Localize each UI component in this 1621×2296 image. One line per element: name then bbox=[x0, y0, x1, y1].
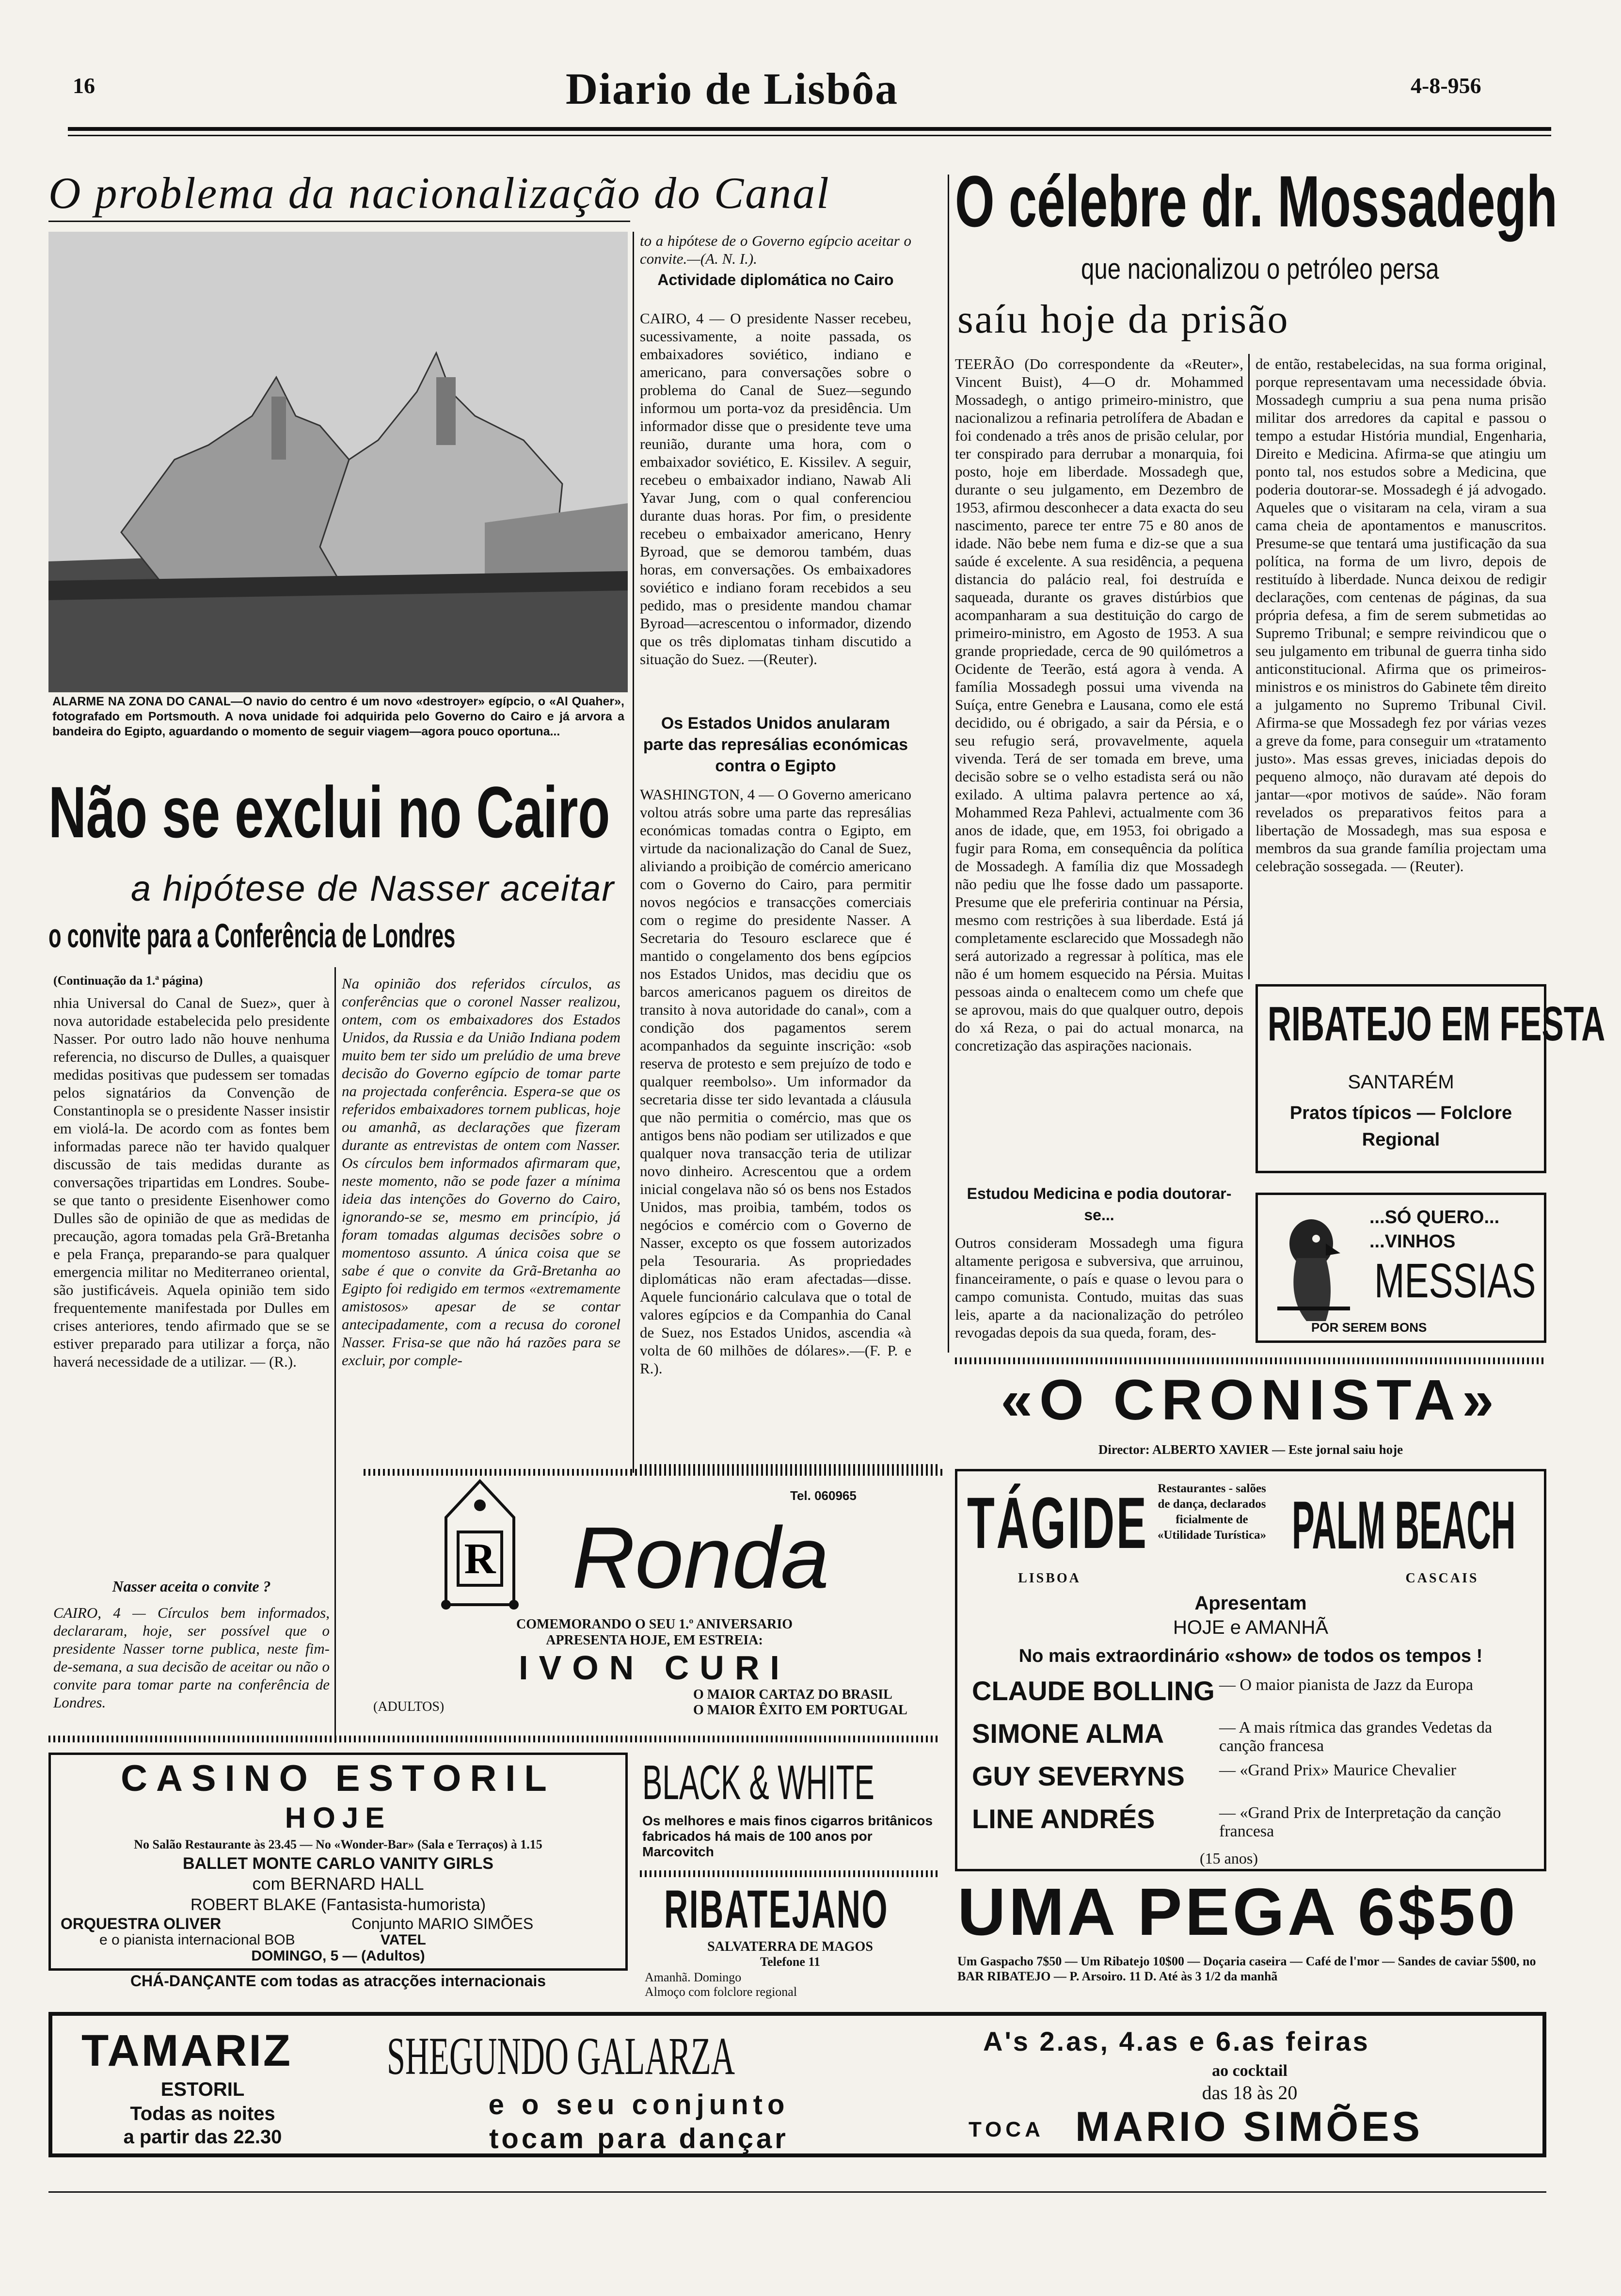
right-column-1b: Outros consideram Mossadegh uma figura altamente perigosa e subversiva, que arruinou, financeiramente, o país e quase o levou para o campo comunista. Contudo, muitas das suas leis, aparte a da nacionalização do petróleo revogadas depois da sua queda, foram, des- bbox=[955, 1234, 1243, 1341]
ad-cronista-sub: Director: ALBERTO XAVIER — Este jornal saiu hoje bbox=[1098, 1442, 1403, 1457]
ad-messias-tag: POR SEREM BONS bbox=[1311, 1320, 1427, 1335]
right-column-1: TEERÃO (Do correspondente da «Reuter», Vincent Buist), 4—O dr. Mohammed Mossadegh, o antigo primeiro-ministro, que nacionalizou a refinaria petrolífera de Abadan e foi condenado a três anos de prisão celular, por ter conspirado para derrubar a monarquia, foi posto, hoje em liberdade. Mossadegh que, durante o seu julgamento, em Dezembro de 1953, afirmou desconhecer a data exacta do seu nascimento, parece ter entre 75 e 80 anos de idade. Não bebe nem fuma e diz-se que a sua saúde é excelente. A sua residência, a pequena distancia do palácio real, foi destruída e saqueada, durante os graves distúrbios que acompanharam a sua destituição do cargo de primeiro-ministro, em Agosto de 1953. A sua grande propriedade, cerca de 90 quilómetros a Ocidente de Teerão, está agora à venda. A família Mossadegh possui uma vivenda na Suíça, entre Genebra e Lausana, como ele está decidido, ou é obrigado, a sair da Pérsia, e o seu refugio será, provavelmente, aquela vivenda. Terá de ser tomada em breve, uma decisão sobre se o velho estadista será ou não exilado. A ultima palavra pertence ao xá, Mohammed Reza Pahlevi, actualmente com 36 anos de idade, que, em 1953, foi obrigado a fugir para Roma, em consequência da política de Mossadegh. A família diz que Mossadegh não pediu que lhe fosse dado um passaporte. Presume que ele preferiria continuar na Pérsia, mesmo com restrições à sua liberdade. Está já completamente esclarecido que Mossadegh não será autorizado a regressar à política, mas ele não é um homem esquecido na Pérsia. Muitas pessoas ainda o enaltecem como um chefe que se aprovou, mais do que qualquer outro, depois do xá Reza, o pai do actual monarca, na concretização das aspirações nacionais. bbox=[955, 355, 1243, 1054]
ad-ronda-brand: Ronda bbox=[572, 1509, 829, 1607]
artist-name: SIMONE ALMA bbox=[972, 1718, 1164, 1749]
artist-row bbox=[967, 1803, 1539, 1846]
headline-underline bbox=[48, 221, 630, 222]
ad-casino-l5b: Conjunto MARIO SIMÕES bbox=[351, 1915, 534, 1932]
subheadline-nasser: a hipótese de Nasser aceitar bbox=[131, 868, 615, 909]
ad-singer-name: SHEGUNDO GALARZA bbox=[387, 2026, 735, 2086]
ad-tagide-name: TÁGIDE bbox=[967, 1482, 1148, 1563]
ad-tamariz-t1: Todas as noites bbox=[130, 2103, 275, 2124]
ad-ribatejo-festa bbox=[1255, 984, 1605, 1173]
right-divider bbox=[1248, 354, 1250, 979]
ad-palmbeach-place: CASCAIS bbox=[1405, 1571, 1479, 1586]
ad-ribatejo-line2: Regional bbox=[1362, 1130, 1440, 1150]
ad-ribatejano-l1: SALVATERRA DE MAGOS bbox=[707, 1939, 873, 1954]
ad-bottom-r2: ao cocktail bbox=[1212, 2062, 1287, 2080]
ad-casino-l6a: e o pianista internacional BOB bbox=[99, 1932, 295, 1948]
ad-messias bbox=[1255, 1193, 1546, 1343]
ad-tagide-show: No mais extraordinário «show» de todos os tempos ! bbox=[1018, 1646, 1483, 1666]
headline-cairo: Não se exclui no Cairo bbox=[48, 771, 610, 853]
separator-dots-5 bbox=[640, 1870, 940, 1877]
ad-tagide-place: LISBOA bbox=[1018, 1571, 1081, 1586]
artist-desc: — O maior pianista de Jazz da Europa bbox=[1219, 1676, 1473, 1694]
separator-dots-4 bbox=[48, 1736, 940, 1742]
ad-tamariz-t2: a partir das 22.30 bbox=[123, 2126, 282, 2148]
ad-casino-title: CASINO ESTORIL bbox=[121, 1758, 556, 1799]
middle-text-1: CAIRO, 4 — O presidente Nasser recebeu, sucessivamente, a noite passada, os embaixadores soviético, indiano e americano, para conversações sobre o problema do Canal de Suez—segundo informou um porta-voz da presidência. Um informador disse que o presidente teve uma reunião, durante uma hora, com o embaixador soviético, E. Kissilev. A seguir, recebeu o embaixador indiano, Nawab Ali Yavar Jung, com o qual conferenciou durante duas horas. Por fim, o presidente recebeu o embaixador americano, Henry Byroad, que se demorou também, duas horas, em conversações. Os embaixadores soviético e indiano foram recebidos a seu pedido, mas o presidente mandou chamar Byroad—acrescentou o informador, dizendo que os três diplomatas tinham discutido a situação do Suez. —(Reuter). bbox=[640, 310, 911, 668]
ad-tamariz-band bbox=[48, 2012, 1546, 2157]
ad-pega-text: Um Gaspacho 7$50 — Um Ribatejo 10$00 — Doçaria caseira — Café de l'mor — Sandes de caviar 5$00, no BAR RIBATEJO — P. Arsoiro. 11 D. Até às 3 1/2 da manhã bbox=[957, 1954, 1536, 1983]
continuation-note: (Continuação da 1.ª página) bbox=[53, 973, 203, 988]
ad-ribatejano-l2: Telefone 11 bbox=[760, 1955, 820, 1969]
column-divider-2 bbox=[633, 232, 634, 1473]
artist-desc: — A mais rítmica das grandes Vedetas da canção francesa bbox=[1219, 1719, 1493, 1755]
artist-name: CLAUDE BOLLING bbox=[972, 1675, 1215, 1706]
ad-ronda bbox=[364, 1479, 945, 1721]
ad-singer-c1: e o seu conjunto bbox=[488, 2089, 790, 2121]
ad-casino-l2: BALLET MONTE CARLO VANITY GIRLS bbox=[183, 1854, 493, 1873]
ad-ronda-line1: COMEMORANDO O SEU 1.º ANIVERSARIO bbox=[516, 1617, 793, 1632]
issue-date: 4-8-956 bbox=[1411, 73, 1481, 98]
ad-casino-l7: DOMINGO, 5 — (Adultos) bbox=[251, 1948, 425, 1964]
column-divider bbox=[334, 967, 336, 1743]
ad-ribatejo-line1: Pratos típicos — Folclore bbox=[1289, 1103, 1512, 1123]
artist-name: LINE ANDRÉS bbox=[972, 1803, 1155, 1834]
ad-tagide-age: (15 anos) bbox=[1200, 1850, 1258, 1867]
ad-blackwhite-text: Os melhores e mais finos cigarros britânicos fabricados há mais de 100 anos por Marcovitch bbox=[642, 1813, 933, 1859]
photo-caption: ALARME NA ZONA DO CANAL—O navio do centro é um novo «destroyer» egípcio, o «Al Quaher», fotografado em Portsmouth. A nova unidade foi adquirida pelo Governo do Cairo e já arvora a bandeira do Egipto, aguardando o momento de seguir viagem—agora pouco oportuna... bbox=[52, 695, 624, 738]
artist-desc: — «Grand Prix de Interpretação da canção francesa bbox=[1219, 1804, 1501, 1840]
ad-ronda-star-desc2: O MAIOR ÊXITO EM PORTUGAL bbox=[693, 1703, 907, 1718]
ad-cronista-title: «O CRONISTA» bbox=[1001, 1368, 1501, 1432]
ad-ribatejo-place: SANTARÉM bbox=[1348, 1071, 1454, 1093]
headline-mossadegh: O célebre dr. Mossadegh bbox=[955, 160, 1557, 242]
ad-ronda-adults: (ADULTOS) bbox=[373, 1699, 445, 1714]
right-column-2: de então, restabelecidas, na sua forma original, porque representavam uma necessidade óbvia. Mossadegh cumpriu a sua pena numa prisão militar dos arredores da capital e passou o tempo a estudar História mundial, Engenharia, Direito e Medicina. Afirma-se que atingiu um ponto tal, nos estudos sobre a Medicina, que poderia doutorar-se. Mossadegh é já advogado. Aqueles que o visitaram na cela, viram a sua cama cheia de apontamentos e manuscritos. Presume-se que tentará uma justificação da sua política, na forma de um livro, depois de restituído à liberdade. Nunca deixou de redigir declarações, com centenas de páginas, da sua própria defesa, a fim de serem submetidas ao Supremo Tribunal; e sempre reivindicou que o seu julgamento em tribunal de guerra tinha sido anticonstitucional. Afirma que os primeiros-ministros e os ministros do Gabinete têm direito a julgamento no Supremo Tribunal Civil. Afirma-se que Mossadegh fez por várias vezes a greve da fome, para conseguir um «tratamento justo». Mas essas greves, iniciadas depois do pequeno almoço, não duravam até depois do jantar—«por motivos de saúde». Não foram revelados os preparativos feitos para a libertação de Mossadegh, mas sua esposa e membros da sua grande família projectam uma celebração sossegada. — (Reuter). bbox=[1255, 355, 1546, 875]
svg-text:R: R bbox=[464, 1535, 496, 1583]
ad-ribatejano-l4: Almoço com folclore regional bbox=[645, 1985, 797, 1999]
subhead-usa: Os Estados Unidos anularam parte das represálias económicas contra o Egipto bbox=[643, 714, 908, 775]
parrot-icon bbox=[1268, 1205, 1355, 1331]
subhead-diplomacy: Actividade diplomática no Cairo bbox=[657, 271, 894, 288]
ad-casino-l3: com BERNARD HALL bbox=[252, 1874, 424, 1894]
ad-bottom-r3: das 18 às 20 bbox=[1202, 2082, 1298, 2104]
subheadline-oil: que nacionalizou o petróleo persa bbox=[1081, 253, 1439, 285]
ad-ronda-tel: Tel. 060965 bbox=[790, 1488, 857, 1503]
ad-messias-brand: MESSIAS bbox=[1374, 1254, 1536, 1308]
ad-singer-c2: tocam para dançar bbox=[489, 2123, 789, 2154]
ad-bottom-r4a: TOCA bbox=[969, 2118, 1044, 2141]
headline-canal: O problema da nacionalização do Canal bbox=[48, 168, 830, 218]
ad-casino-hoje: HOJE bbox=[285, 1802, 392, 1834]
artist-list bbox=[967, 1675, 1539, 1846]
masthead-rule-thin bbox=[68, 135, 1551, 136]
ad-casino-estoril bbox=[48, 1753, 628, 1971]
ad-ribatejano-l3: Amanhã. Domingo bbox=[645, 1970, 742, 1984]
subhead-nasser-accepts: Nasser aceita o convite ? bbox=[112, 1578, 271, 1595]
ad-casino-l6b: VATEL bbox=[381, 1932, 426, 1948]
ad-bottom-r1: A's 2.as, 4.as e 6.as feiras bbox=[983, 2026, 1370, 2057]
ship-illustration bbox=[48, 232, 628, 692]
subheadline-prison: saíu hoje da prisão bbox=[957, 297, 1289, 342]
ad-tamariz-name: TAMARIZ bbox=[81, 2026, 293, 2075]
artist-row bbox=[967, 1760, 1539, 1803]
ad-tamariz-estoril: ESTORIL bbox=[160, 2079, 245, 2100]
ad-casino-l8: CHÁ-DANÇANTE com todas as atracções internacionais bbox=[130, 1972, 546, 1990]
destroyer-photo bbox=[48, 232, 628, 692]
ad-ronda-line2: APRESENTA HOJE, EM ESTREIA: bbox=[546, 1633, 763, 1648]
ronda-logo-icon bbox=[439, 1479, 521, 1610]
ad-tagide-middle: Restaurantes - salões de dança, declarados ficialmente de «Utilidade Turística» bbox=[1157, 1482, 1267, 1542]
ad-casino-l4: ROBERT BLAKE (Fantasista-humorista) bbox=[190, 1896, 486, 1914]
ad-pega-title: UMA PEGA 6$50 bbox=[957, 1875, 1518, 1949]
newspaper-title: Diario de Lisbôa bbox=[565, 64, 899, 113]
subhead-medicine: Estudou Medicina e podia doutorar-se... bbox=[967, 1185, 1232, 1224]
page-bottom-rule bbox=[48, 2191, 1546, 2193]
left-column-1: nhia Universal do Canal de Suez», quer à nova autoridade estabelecida pelo presidente Nasser. Por outro lado não houve nenhuma referencia, no discurso de Dulles, a quaisquer medidas positivas que pudessem ser tomadas pelos signatários da Convenção de Constantinopla se o presidente Nasser insistir em violá-la. De acordo com as fontes bem informadas parece não ter havido qualquer discussão de tais medidas durante as conversações tripartidas em Londres. Soube-se que tanto o presidente Eisenhower como Dulles são de opinião de que as medidas de precaução, agora tomadas pela Grã-Bretanha e pela França, preparando-se para qualquer emergencia militar no Mediterraneo oriental, são justificáveis. Aquela opinião tem sido frequentemente manifestada por Dulles em crises anteriores, tendo afirmado que se se estiver preparado para utilizar a força, não haverá necessidade de a utilizar. — (R.). bbox=[53, 994, 330, 1370]
separator-dots-3 bbox=[364, 1469, 945, 1476]
artist-desc: — «Grand Prix» Maurice Chevalier bbox=[1219, 1761, 1457, 1779]
ad-blackwhite-title: BLACK & WHITE bbox=[642, 1755, 874, 1810]
ad-ribatejo-title: RIBATEJO EM FESTA bbox=[1268, 997, 1605, 1051]
separator-dots bbox=[955, 1357, 1546, 1364]
ad-tagide-palmbeach bbox=[955, 1469, 1546, 1871]
left-column-2: Na opinião dos referidos círculos, as conferências que o coronel Nasser realizou, ontem, com os embaixadores dos Estados Unidos, da Russia e da União Indiana podem muito bem ter sido um prelúdio de uma breve decisão do Governo egípcio de tomar parte na projectada conferência. Espera-se que os referidos embaixadores tornem publicas, hoje ou amanhã, as declarações que fizeram durante as entrevistas de ontem com Nasser. Os círculos bem informados afirmaram que, neste momento, não se pode fazer a mínima ideia das intenções do Governo do Cairo, ignorando-se se, mesmo em princípio, já foram tomadas algumas decisões sobre o momentoso assunto. A única coisa que se sabe é que o convite da Grã-Bretanha ao Egipto foi redigido em termos «extremamente amistosos» apesar de se contar antecipadamente, com a recusa do coronel Nasser. Frisa-se que não há razões para se excluir, por comple- bbox=[342, 975, 620, 1369]
ad-casino-l5a: ORQUESTRA OLIVER bbox=[61, 1915, 222, 1932]
ad-bottom-r4b: MARIO SIMÕES bbox=[1075, 2104, 1423, 2150]
ad-tagide-when: HOJE e AMANHÃ bbox=[1173, 1617, 1329, 1638]
ad-ronda-star: IVON CURI bbox=[519, 1649, 790, 1687]
ad-casino-l1: No Salão Restaurante às 23.45 — No «Wonder-Bar» (Sala e Terraços) à 1.15 bbox=[134, 1837, 542, 1851]
middle-text-2: WASHINGTON, 4 — O Governo americano voltou atrás sobre uma parte das represálias económicas tomadas contra o Egipto, em virtude da nacionalização do Canal de Suez, aliviando a proibição de comércio americano com o Governo do Cairo, para permitir novos negócios e transacções comerciais com o regime do presidente Nasser. A Secretaria do Tesouro esclarece que é mantido o congelamento dos bens egípcios nos Estados Unidos, mas decidiu que os barcos americanos paguem os direitos de transito à nova autoridade do canal», com a condição dos pagamentos serem acompanhados da seguinte inscrição: «sob reserva de protesto e sem prejuízo de todo e qualquer reembolso». Um informador da secretaria disse ter sido levantada a cláusula que não permitia o comércio, mas que os antigos bens não podiam ser utilizados e que qualquer nova transacção teria de utilizar novo dinheiro. Acrescentou que a ordem inicial congelava não só os bens nos Estados Unidos, mas proibia, também, todos os negócios e comércio com o Governo de Nasser, excepto os que fossem autorizados pela Tesouraria. As propriedades diplomáticas não eram afectadas—disse. Aquele funcionário calculava que o total de valores egípcios e da Companhia do Canal de Suez, nos Estados Unidos, ascendia «à volta de 60 milhões de dólares».—(F. P. e R.). bbox=[640, 786, 911, 1377]
ad-ribatejano-title: RIBATEJANO bbox=[664, 1880, 889, 1939]
artist-row bbox=[967, 1718, 1539, 1760]
left-column-1b: CAIRO, 4 — Círculos bem informados, declararam, hoje, ser possível que o presidente Nasser torne publica, neste fim-de-semana, a sua decisão de aceitar ou não o convite para tomar parte na conferência de Londres. bbox=[53, 1604, 330, 1711]
subheadline-conference: o convite para a Conferência de Londres bbox=[48, 917, 456, 955]
ad-palmbeach-name: PALM BEACH bbox=[1292, 1487, 1516, 1563]
ad-ronda-star-desc1: O MAIOR CARTAZ DO BRASIL bbox=[693, 1687, 892, 1702]
artist-name: GUY SEVERYNS bbox=[972, 1761, 1185, 1791]
ad-messias-quote2: ...VINHOS bbox=[1369, 1231, 1456, 1252]
middle-text-top: to a hipótese de o Governo egípcio aceitar o convite.—(A. N. I.). bbox=[640, 232, 911, 267]
ad-messias-quote1: ...SÓ QUERO... bbox=[1369, 1207, 1500, 1228]
masthead-rule-thick bbox=[68, 127, 1551, 131]
ad-tagide-present: Apresentam bbox=[1194, 1593, 1307, 1614]
column-divider-3 bbox=[948, 175, 949, 1353]
page-number: 16 bbox=[73, 73, 95, 98]
artist-row bbox=[967, 1675, 1539, 1718]
